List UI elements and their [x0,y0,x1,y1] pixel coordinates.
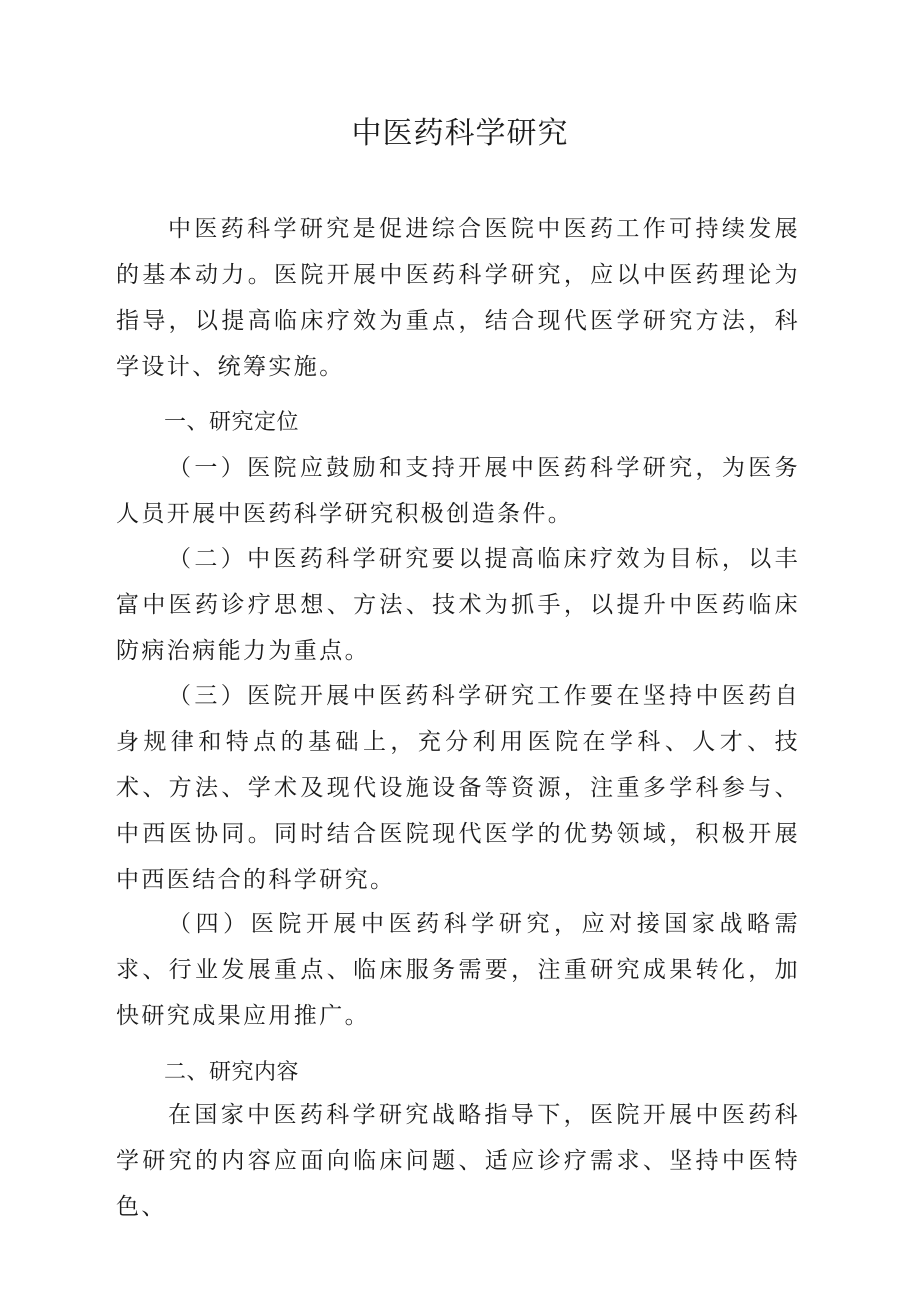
section-heading-positioning: 一、研究定位 [164,410,300,435]
content-paragraph: 在国家中医药科学研究战略指导下，医院开展中医药科学研究的内容应面向临床问题、适应诊疗需求、坚持中医特色、 [116,1102,800,1220]
intro-paragraph: 中医药科学研究是促进综合医院中医药工作可持续发展的基本动力。医院开展中医药科学研究，应以中医药理论为指导，以提高临床疗效为重点，结合现代医学研究方法，科学设计、统筹实施。 [116,216,800,380]
positioning-item-3: （三）医院开展中医药科学研究工作要在坚持中医药自身规律和特点的基础上，充分利用医院在学科、人才、技术、方法、学术及现代设施设备等资源，注重多学科参与、中西医协同。同时结合医院现代医学的优势领域，积极开展中西医结合的科学研究。 [116,683,800,893]
section-heading-content: 二、研究内容 [164,1060,300,1085]
positioning-item-1: （一）医院应鼓励和支持开展中医药科学研究，为医务人员开展中医药科学研究积极创造条件。 [116,455,800,527]
positioning-item-4: （四）医院开展中医药科学研究，应对接国家战略需求、行业发展重点、临床服务需要，注重研究成果转化，加快研究成果应用推广。 [116,911,800,1029]
positioning-item-2: （二）中医药科学研究要以提高临床疗效为目标，以丰富中医药诊疗思想、方法、技术为抓手，以提升中医药临床防病治病能力为重点。 [116,546,800,664]
page-title: 中医药科学研究 [351,116,569,151]
